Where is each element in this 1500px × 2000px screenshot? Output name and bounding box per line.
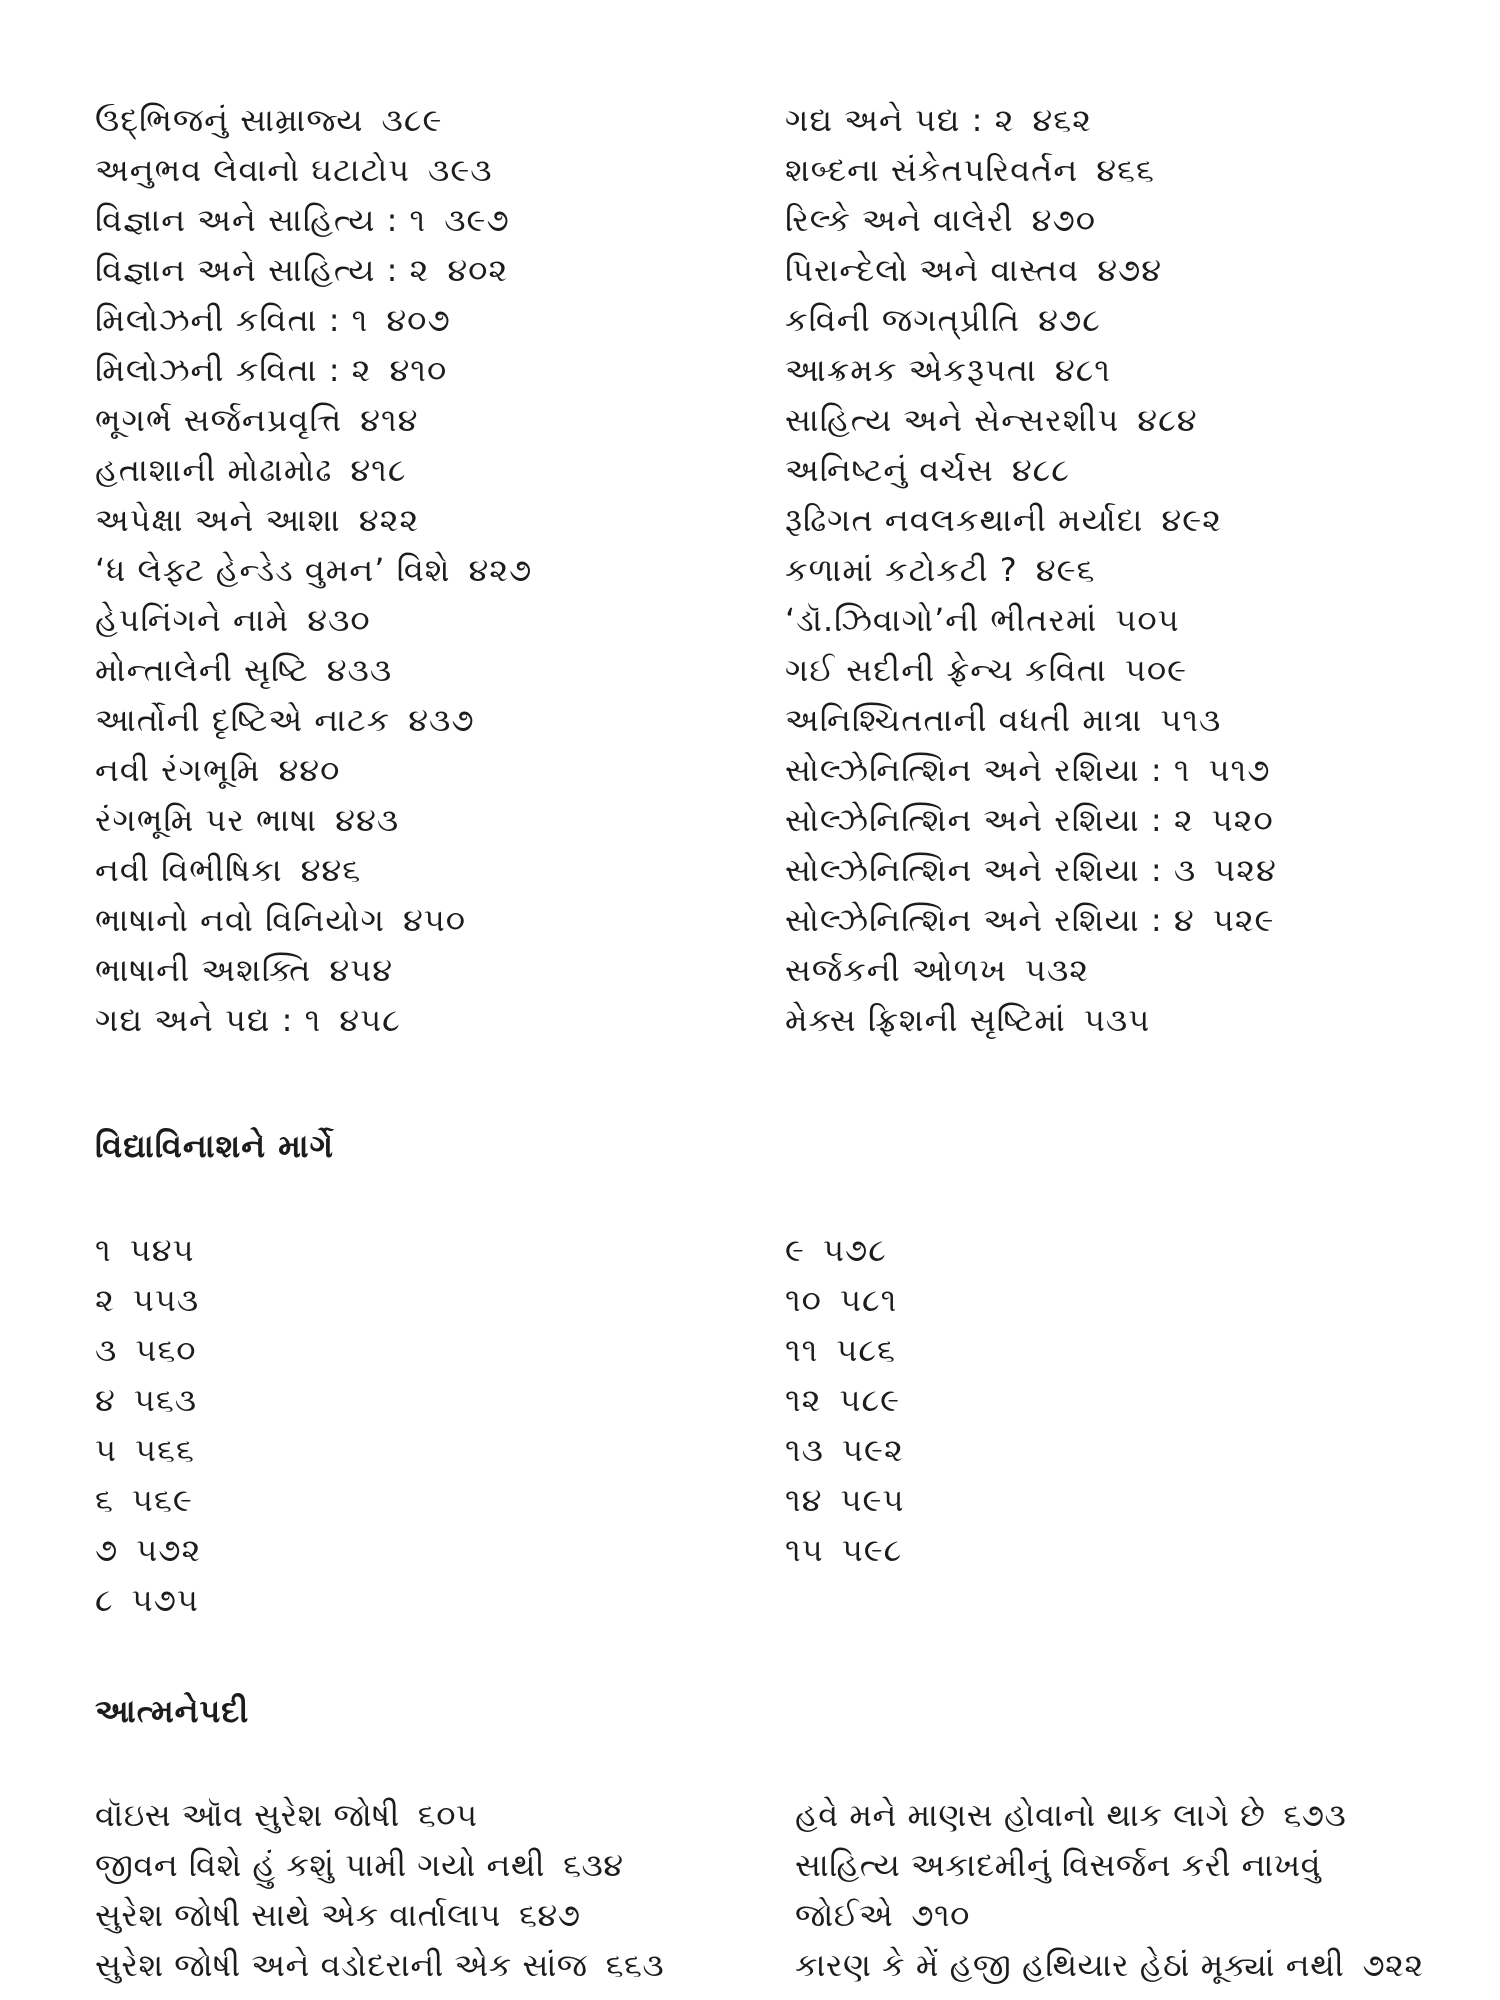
entry-title: અનિશ્ચિતતાની વધતી માત્રા (785, 701, 1143, 739)
entry-title: ૯ (785, 1231, 805, 1269)
entry-title: જોઈએ (795, 1896, 894, 1934)
entry-title: સોલ્ઝેનિત્શિન અને રશિયા : ૩ (785, 851, 1197, 889)
toc-entry (95, 95, 532, 145)
entry-page-number: ૫૯૫ (840, 1481, 905, 1519)
toc-entry (785, 845, 1277, 895)
entry-title: ૧૪ (785, 1481, 823, 1519)
toc-entry (785, 445, 1277, 495)
entry-title: સોલ્ઝેનિત્શિન અને રશિયા : ૪ (785, 901, 1195, 939)
entry-title: ભાષાનો નવો વિનિયોગ (95, 901, 385, 939)
toc-entry (95, 395, 532, 445)
toc-entry (785, 345, 1277, 395)
entry-title: ઉદ્‌ભિજનું સામ્રાજ્ય (95, 101, 364, 139)
entry-page-number: ૫૩૫ (1083, 1001, 1151, 1039)
toc-column-left (95, 1225, 201, 1625)
entry-page-number: ૪૨૨ (358, 501, 420, 539)
entry-page-number: ૪૬૬ (1096, 151, 1155, 189)
entry-title: વૉઇસ ઑવ સુરેશ જોષી (95, 1796, 400, 1834)
entry-title: ૪ (95, 1381, 116, 1419)
toc-entry (785, 295, 1277, 345)
entry-page-number: ૪૨૭ (468, 551, 533, 589)
entry-page-number: ૫૮૯ (839, 1381, 901, 1419)
toc-entry (95, 345, 532, 395)
entry-page-number: ૩૯૩ (428, 151, 493, 189)
entry-page-number: ૬૦૫ (417, 1796, 478, 1834)
entry-page-number: ૬૭૩ (1283, 1796, 1347, 1834)
entry-page-number: ૭૧૦ (911, 1896, 970, 1934)
toc-column-left (95, 1790, 664, 1990)
toc-entry (95, 745, 532, 795)
entry-page-number: ૬૩૪ (563, 1846, 624, 1884)
entry-title: કારણ કે મેં હજી હથિયાર હેઠાં મૂક્યાં નથી (795, 1946, 1345, 1984)
entry-page-number: ૫૯૮ (841, 1531, 903, 1569)
entry-title: સુરેશ જોષી સાથે એક વાર્તાલાપ (95, 1896, 501, 1934)
entry-page-number: ૪૪૦ (278, 751, 341, 789)
toc-entry (785, 995, 1277, 1045)
entry-title: ભાષાની અશક્તિ (95, 951, 312, 989)
toc-column-right (795, 1790, 1424, 1990)
entry-page-number: ૪૫૪ (329, 951, 394, 989)
section-heading: વિદ્યાવિનાશને માર્ગે (95, 1127, 334, 1165)
toc-entry (95, 1940, 664, 1990)
entry-page-number: ૪૧૮ (350, 451, 407, 489)
toc-entry (785, 1275, 905, 1325)
entry-title: સાહિત્ય અને સેન્સરશીપ (785, 401, 1120, 439)
toc-column-left (95, 95, 532, 1045)
entry-page-number: ૪૩૦ (307, 601, 371, 639)
entry-title: ગઈ સદીની ફ્રેન્ચ કવિતા (785, 651, 1107, 689)
entry-title: વિજ્ઞાન અને સાહિત્ય : ૧ (95, 201, 427, 239)
entry-title: નવી રંગભૂમિ (95, 751, 261, 789)
entry-page-number: ૪૭૦ (1031, 201, 1096, 239)
toc-entry (785, 495, 1277, 545)
toc-entry (95, 595, 532, 645)
toc-entry (95, 1840, 664, 1890)
entry-page-number: ૫૯૨ (842, 1431, 904, 1469)
entry-page-number: ૫૬૯ (131, 1481, 193, 1519)
entry-title: પિરાન્દેલો અને વાસ્તવ (785, 251, 1080, 289)
entry-title: ભૂગર્ભ સર્જનપ્રવૃત્તિ (95, 401, 343, 439)
toc-entry (785, 1425, 905, 1475)
entry-page-number: ૫૧૭ (1208, 751, 1271, 789)
section-heading: આત્મનેપદી (95, 1692, 250, 1730)
entry-title: ૫ (95, 1431, 118, 1469)
entry-page-number: ૬૪૭ (518, 1896, 581, 1934)
entry-page-number: ૫૬૬ (135, 1431, 195, 1469)
entry-title: મેક્સ ફ્રિશની સૃષ્ટિમાં (785, 1001, 1066, 1039)
entry-title: નવી વિભીષિકા (95, 851, 283, 889)
entry-page-number: ૪૦૭ (386, 301, 451, 339)
entry-page-number: ૪૮૧ (1054, 351, 1111, 389)
toc-entry (785, 895, 1277, 945)
entry-title: ૮ (95, 1581, 114, 1619)
toc-entry (785, 595, 1277, 645)
entry-title: ‘ધ લેફ્ટ હેન્ડેડ વુમન’ વિશે (95, 551, 451, 589)
entry-title: ૧૧ (785, 1331, 819, 1369)
entry-title: અનિષ્ટનું વર્ચસ (785, 451, 994, 489)
toc-entry (785, 795, 1277, 845)
entry-page-number: ૫૮૧ (839, 1281, 898, 1319)
entry-page-number: ૪૬૨ (1032, 101, 1092, 139)
entry-page-number: ૩૯૭ (444, 201, 510, 239)
toc-entry (95, 295, 532, 345)
toc-entry (95, 1225, 201, 1275)
entry-title: સર્જકની ઓળખ (785, 951, 1007, 989)
toc-entry (95, 1525, 201, 1575)
entry-title: ૧૨ (785, 1381, 822, 1419)
toc-entry (95, 695, 532, 745)
entry-page-number: ૪૯૨ (1161, 501, 1222, 539)
entry-title: કળામાં કટોકટી ? (785, 551, 1018, 589)
entry-title: સાહિત્ય અકાદમીનું વિસર્જન કરી નાખવું (795, 1846, 1322, 1884)
toc-entry (95, 1890, 664, 1940)
toc-entry (795, 1840, 1424, 1890)
entry-title: ૨ (95, 1281, 115, 1319)
entry-title: હતાશાની મોઢામોઢ (95, 451, 333, 489)
toc-entry (785, 145, 1277, 195)
entry-title: સુરેશ જોષી અને વડોદરાની એક સાંજ (95, 1946, 588, 1984)
entry-page-number: ૫૨૪ (1214, 851, 1277, 889)
entry-page-number: ૫૦૯ (1124, 651, 1188, 689)
toc-entry (795, 1790, 1424, 1840)
entry-page-number: ૪૫૦ (402, 901, 467, 939)
entry-page-number: ૪૪૬ (300, 851, 362, 889)
toc-entry (95, 895, 532, 945)
toc-entry (785, 95, 1277, 145)
toc-entry (95, 445, 532, 495)
entry-page-number: ૪૮૮ (1011, 451, 1070, 489)
toc-entry (95, 545, 532, 595)
entry-page-number: ૪૧૪ (360, 401, 419, 439)
entry-page-number: ૫૭૮ (822, 1231, 887, 1269)
toc-entry (785, 1325, 905, 1375)
toc-entry (95, 645, 532, 695)
toc-entry (95, 1375, 201, 1425)
entry-page-number: ૪૩૩ (326, 651, 393, 689)
entry-title: હેપનિંગને નામે (95, 601, 290, 639)
entry-page-number: ૫૮૬ (836, 1331, 896, 1369)
entry-title: વિજ્ઞાન અને સાહિત્ય : ૨ (95, 251, 430, 289)
entry-title: અનુભવ લેવાનો ઘટાટોપ (95, 151, 411, 189)
entry-page-number: ૩૮૯ (381, 101, 443, 139)
toc-entry (785, 1375, 905, 1425)
entry-page-number: ૫૨૦ (1211, 801, 1274, 839)
entry-title: સોલ્ઝેનિત્શિન અને રશિયા : ૨ (785, 801, 1194, 839)
toc-entry (785, 195, 1277, 245)
toc-entry (785, 945, 1277, 995)
toc-entry (795, 1940, 1424, 1990)
entry-page-number: ૪૧૦ (389, 351, 448, 389)
toc-column-right (785, 95, 1277, 1045)
entry-title: રિલ્કે અને વાલેરી (785, 201, 1014, 239)
toc-entry (785, 745, 1277, 795)
toc-column-right (785, 1225, 905, 1575)
toc-entry (785, 695, 1277, 745)
toc-entry (95, 1790, 664, 1840)
entry-page-number: ૪૦૨ (447, 251, 509, 289)
toc-entry (95, 945, 532, 995)
entry-page-number: ૪૭૮ (1038, 301, 1101, 339)
toc-entry (95, 195, 532, 245)
entry-title: અપેક્ષા અને આશા (95, 501, 341, 539)
entry-page-number: ૭૨૨ (1362, 1946, 1424, 1984)
entry-title: ૩ (95, 1331, 118, 1369)
entry-title: જીવન વિશે હું કશું પામી ગયો નથી (95, 1846, 546, 1884)
entry-page-number: ૫૨૯ (1212, 901, 1275, 939)
entry-page-number: ૫૪૫ (129, 1231, 195, 1269)
entry-title: ૧૩ (785, 1431, 824, 1469)
entry-title: ગદ્ય અને પદ્ય : ૨ (785, 101, 1015, 139)
entry-page-number: ૪૯૬ (1035, 551, 1096, 589)
entry-title: ૧૫ (785, 1531, 824, 1569)
entry-title: આર્તોની દૃષ્ટિએ નાટક (95, 701, 391, 739)
toc-entry (95, 995, 532, 1045)
entry-page-number: ૫૦૫ (1115, 601, 1180, 639)
entry-page-number: ૪૭૪ (1097, 251, 1163, 289)
toc-entry (785, 645, 1277, 695)
entry-title: ૬ (95, 1481, 114, 1519)
entry-page-number: ૫૭૨ (136, 1531, 202, 1569)
toc-entry (95, 495, 532, 545)
entry-title: સોલ્ઝેનિત્શિન અને રશિયા : ૧ (785, 751, 1191, 789)
entry-title: ૧૦ (785, 1281, 822, 1319)
entry-page-number: ૪૮૪ (1137, 401, 1198, 439)
toc-entry (785, 395, 1277, 445)
toc-entry (95, 1425, 201, 1475)
entry-title: શબ્દના સંકેતપરિવર્તન (785, 151, 1079, 189)
entry-page-number: ૪૩૭ (408, 701, 475, 739)
toc-entry (785, 1525, 905, 1575)
toc-entry (95, 145, 532, 195)
toc-entry (95, 245, 532, 295)
toc-entry (785, 245, 1277, 295)
entry-page-number: ૫૭૫ (131, 1581, 199, 1619)
toc-entry (95, 795, 532, 845)
toc-entry (95, 1575, 201, 1625)
toc-entry (785, 1225, 905, 1275)
toc-entry (785, 1475, 905, 1525)
entry-title: રંગભૂમિ પર ભાષા (95, 801, 318, 839)
entry-page-number: ૫૬૦ (135, 1331, 197, 1369)
entry-page-number: ૫૧૩ (1160, 701, 1222, 739)
entry-title: ગદ્ય અને પદ્ય : ૧ (95, 1001, 322, 1039)
entry-title: મોન્તાલેની સૃષ્ટિ (95, 651, 309, 689)
entry-page-number: ૪૫૮ (339, 1001, 401, 1039)
entry-page-number: ૬૬૩ (605, 1946, 665, 1984)
entry-title: ૭ (95, 1531, 119, 1569)
entry-page-number: ૫૫૩ (132, 1281, 200, 1319)
entry-title: મિલોઝની કવિતા : ૨ (95, 351, 372, 389)
entry-page-number: ૫૩૨ (1024, 951, 1090, 989)
entry-title: રૂઢિગત નવલકથાની મર્યાદા (785, 501, 1144, 539)
toc-entry (95, 845, 532, 895)
entry-page-number: ૫૬૩ (133, 1381, 198, 1419)
entry-title: કવિની જગત્‌પ્રીતિ (785, 301, 1021, 339)
toc-entry (95, 1325, 201, 1375)
toc-entry (795, 1890, 1424, 1940)
toc-entry (785, 545, 1277, 595)
toc-entry (95, 1275, 201, 1325)
entry-title: ‘ડૉ.ઝિવાગો’ની ભીતરમાં (785, 601, 1098, 639)
entry-title: હવે મને માણસ હોવાનો થાક લાગે છે (795, 1796, 1266, 1834)
entry-title: મિલોઝની કવિતા : ૧ (95, 301, 369, 339)
entry-title: આક્રમક એકરૂપતા (785, 351, 1037, 389)
toc-entry (95, 1475, 201, 1525)
entry-page-number: ૪૪૩ (335, 801, 400, 839)
entry-title: ૧ (95, 1231, 112, 1269)
